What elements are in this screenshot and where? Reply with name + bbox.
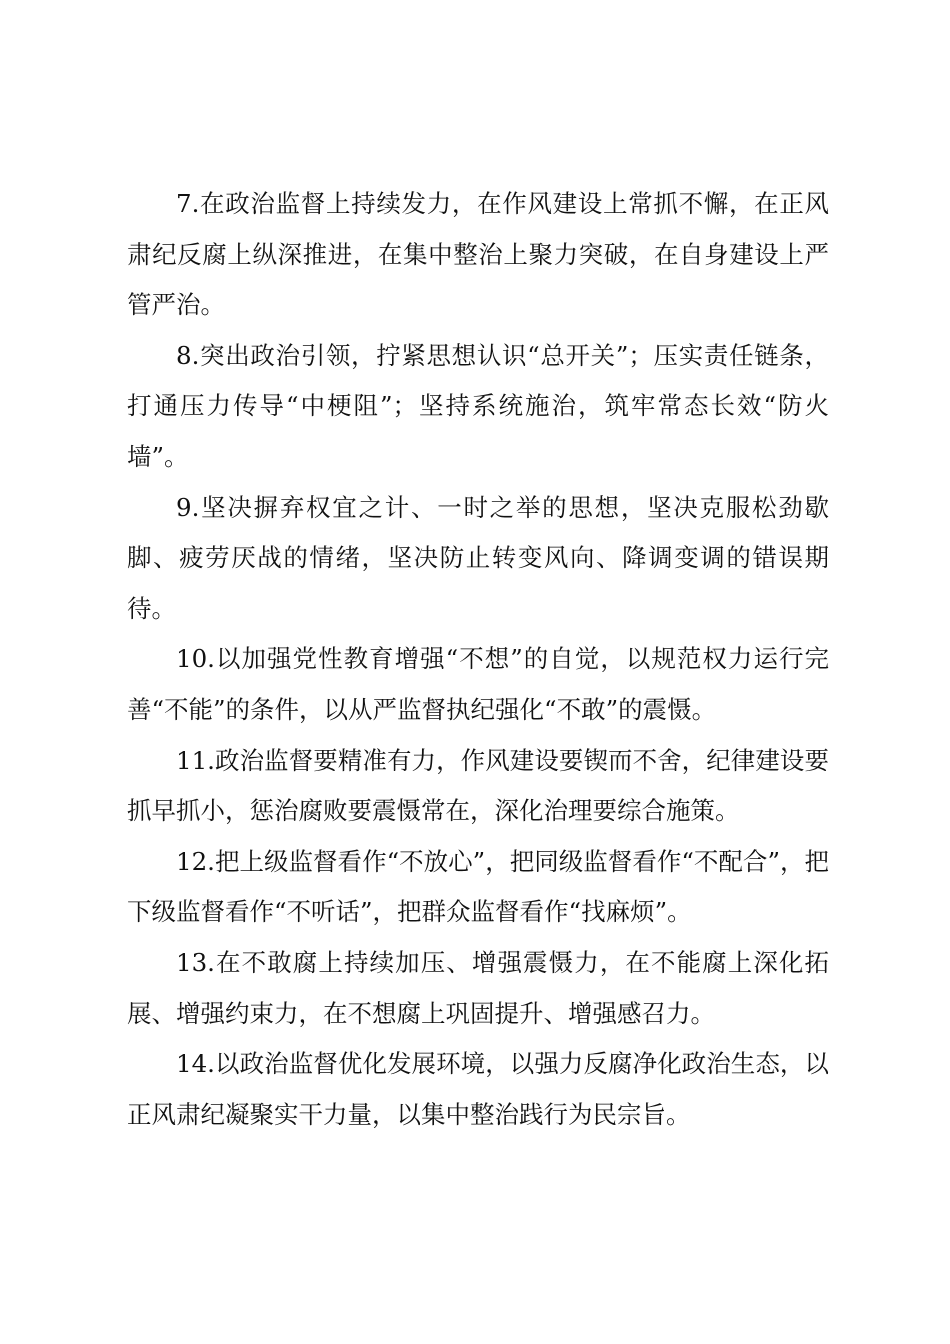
paragraph-10: 10.以加强党性教育增强“不想”的自觉，以规范权力运行完善“不能”的条件，以从严监督执纪强化“不敢”的震慑。 (127, 644, 829, 724)
document-body (127, 179, 829, 1140)
paragraph-11: 11.政治监督要精准有力，作风建设要锲而不舍，纪律建设要抓早抓小，惩治腐败要震慑常在，深化治理要综合施策。 (127, 745, 829, 826)
paragraph-12: 12.把上级监督看作“不放心”，把同级监督看作“不配合”，把下级监督看作“不听话”，把群众监督看作“找麻烦”。 (127, 846, 829, 927)
paragraph-14: 14.以政治监督优化发展环境，以强力反腐净化政治生态，以正风肃纪凝聚实干力量，以集中整治践行为民宗旨。 (127, 1049, 829, 1129)
paragraph-7: 7.在政治监督上持续发力，在作风建设上常抓不懈，在正风肃纪反腐上纵深推进，在集中整治上聚力突破，在自身建设上严管严治。 (127, 189, 829, 320)
paragraph-13: 13.在不敢腐上持续加压、增强震慑力，在不能腐上深化拓展、增强约束力，在不想腐上巩固提升、增强感召力。 (127, 947, 829, 1028)
paragraph-8: 8.突出政治引领，拧紧思想认识“总开关”；压实责任链条，打通压力传导“中梗阻”；坚持系统施治，筑牢常态长效“防火墙”。 (127, 340, 829, 471)
paragraph-9: 9.坚决摒弃权宜之计、一时之举的思想，坚决克服松劲歇脚、疲劳厌战的情绪，坚决防止转变风向、降调变调的错误期待。 (127, 492, 829, 623)
